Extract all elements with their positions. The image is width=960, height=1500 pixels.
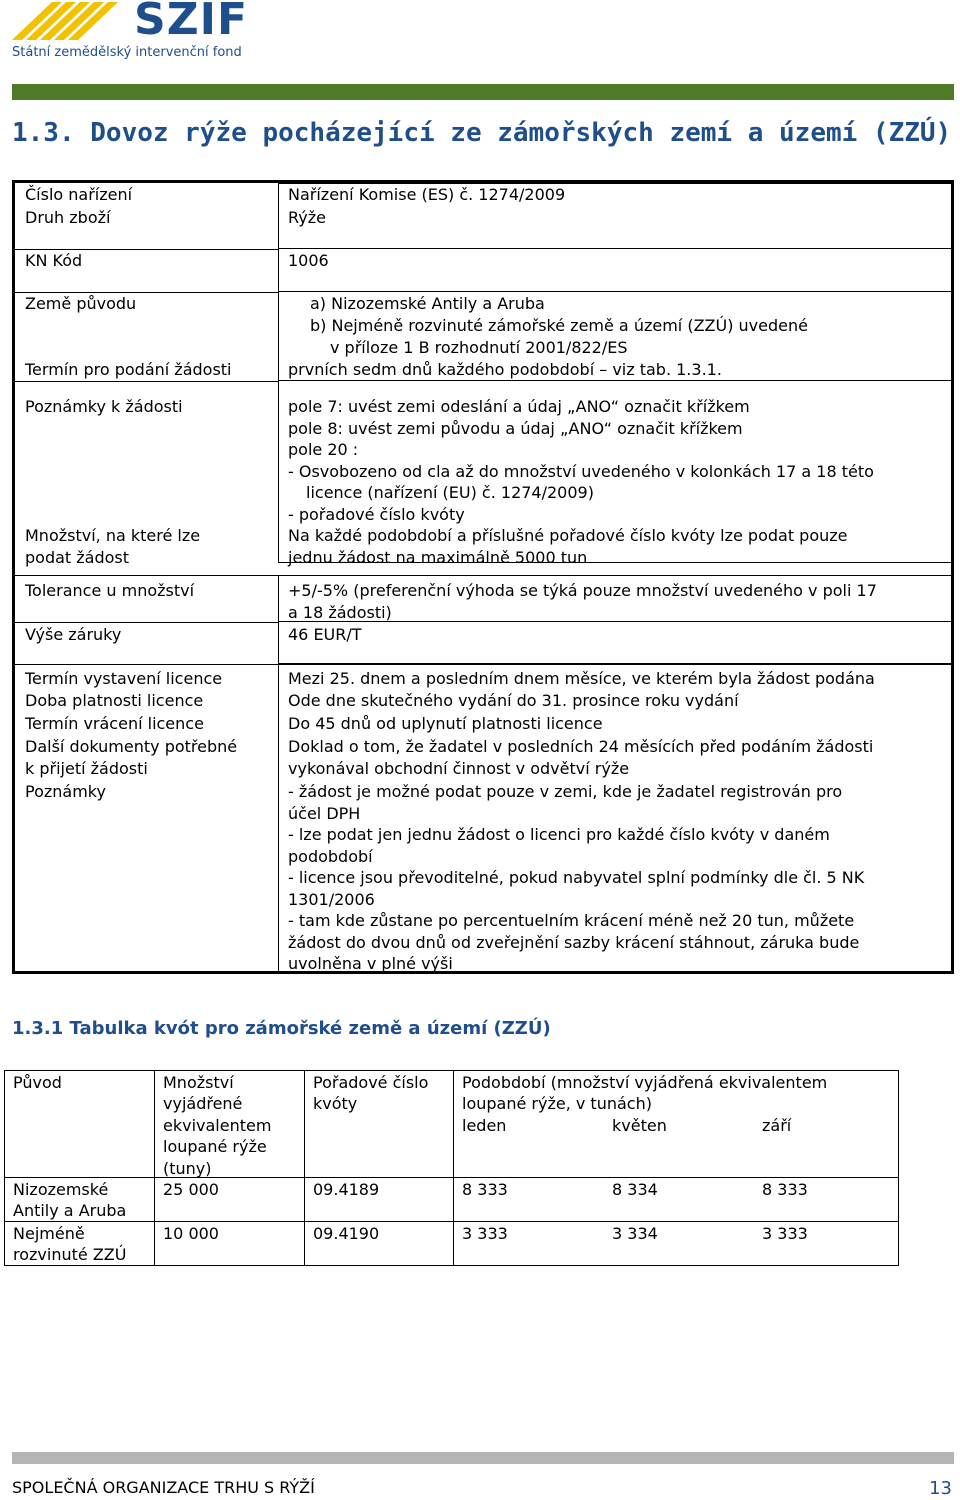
value-notes-7: - tam kde zůstane po percentuelním krácení méně než 20 tun, můžete <box>288 911 855 930</box>
label-kn-code: KN Kód <box>25 251 83 270</box>
row2-order-number: 09.4190 <box>313 1224 380 1243</box>
value-application-notes-2: pole 8: uvést zemi původu a údaj „ANO“ označit křížkem <box>288 419 743 438</box>
row1-quantity: 25 000 <box>163 1180 219 1199</box>
row2-origin-2: rozvinuté ZZÚ <box>13 1245 127 1264</box>
value-application-notes-4: - Osvobozeno od cla až do množství uvedeného v kolonkách 17 a 18 této <box>288 462 874 481</box>
value-origin-b-cont: v příloze 1 B rozhodnutí 2001/822/ES <box>330 338 628 357</box>
value-application-notes-3: pole 20 : <box>288 440 359 459</box>
row-divider <box>15 622 278 623</box>
regulation-table <box>12 180 954 974</box>
value-quantity-tolerance-2: a 18 žádosti) <box>288 603 392 622</box>
label-country-of-origin: Země původu <box>25 294 137 313</box>
header-green-bar <box>12 84 954 100</box>
header-quantity-3: ekvivalentem <box>163 1116 272 1135</box>
value-notes-9: uvolněna v plné výši <box>288 954 453 973</box>
value-notes-3: - lze podat jen jednu žádost o licenci pro každé číslo kvóty v daném <box>288 825 830 844</box>
row-divider <box>15 664 951 665</box>
value-quantity-per-application-2: jednu žádost na maximálně 5000 tun <box>288 548 588 567</box>
row1-september: 8 333 <box>762 1180 808 1199</box>
header-subperiod-1: Podobdobí (množství vyjádřená ekvivalentem <box>462 1073 828 1092</box>
value-licence-validity: Ode dne skutečného vydání do 31. prosince roku vydání <box>288 691 739 710</box>
quota-table <box>4 1070 899 1266</box>
label-notes: Poznámky <box>25 782 106 801</box>
value-origin-a: a) Nizozemské Antily a Aruba <box>310 294 545 313</box>
header-order-number-1: Pořadové číslo <box>313 1073 429 1092</box>
row1-origin-2: Antily a Aruba <box>13 1201 127 1220</box>
value-licence-return: Do 45 dnů od uplynutí platnosti licence <box>288 714 603 733</box>
header-quantity-1: Množství <box>163 1073 234 1092</box>
column-divider <box>154 1071 155 1265</box>
value-quantity-per-application-1: Na každé podobdobí a příslušné pořadové číslo kvóty lze podat pouze <box>288 526 848 545</box>
row-divider <box>15 381 278 382</box>
header-origin: Původ <box>13 1073 62 1092</box>
footer-title: SPOLEČNÁ ORGANIZACE TRHU S RÝŽÍ <box>12 1478 315 1497</box>
value-additional-documents-2: vykonával obchodní činnost v odvětví rýže <box>288 759 630 778</box>
label-additional-documents: Další dokumenty potřebné <box>25 737 238 756</box>
value-goods-type: Rýže <box>288 208 326 227</box>
quota-section-title: 1.3.1 Tabulka kvót pro zámořské země a území (ZZÚ) <box>12 1018 551 1039</box>
value-notes-2: účel DPH <box>288 804 361 823</box>
header-order-number-2: kvóty <box>313 1094 358 1113</box>
value-regulation-number: Nařízení Komise (ES) č. 1274/2009 <box>288 185 566 204</box>
label-application-deadline: Termín pro podání žádosti <box>25 360 232 379</box>
header-subperiod-2: loupané rýže, v tunách) <box>462 1094 652 1113</box>
footer-rule <box>12 1452 954 1464</box>
row2-may: 3 334 <box>612 1224 658 1243</box>
row1-january: 8 333 <box>462 1180 508 1199</box>
value-application-notes-1: pole 7: uvést zemi odeslání a údaj „ANO“ označit křížkem <box>288 397 750 416</box>
value-security-amount: 46 EUR/T <box>288 625 362 644</box>
value-notes-8: žádost do dvou dnů od zveřejnění sazby krácení stáhnout, záruka bude <box>288 933 860 952</box>
label-security-amount: Výše záruky <box>25 625 122 644</box>
label-regulation-number: Číslo nařízení <box>25 185 133 204</box>
row1-origin-1: Nizozemské <box>13 1180 109 1199</box>
label-quantity-per-application-2: podat žádost <box>25 548 130 567</box>
column-divider <box>453 1071 454 1265</box>
value-application-notes-5: licence (nařízení (EU) č. 1274/2009) <box>306 483 594 502</box>
row2-origin-1: Nejméně <box>13 1224 85 1243</box>
row-divider <box>15 575 951 576</box>
row-divider <box>5 1177 898 1178</box>
column-divider <box>278 664 279 971</box>
value-notes-5: - licence jsou převoditelné, pokud nabyvatel splní podmínky dle čl. 5 NK <box>288 868 865 887</box>
value-origin-b: b) Nejméně rozvinuté zámořské země a území (ZZÚ) uvedené <box>310 316 808 335</box>
value-licence-issue-date: Mezi 25. dnem a posledním dnem měsíce, ve kterém byla žádost podána <box>288 669 875 688</box>
value-notes-1: - žádost je možné podat pouze v zemi, kde je žadatel registrován pro <box>288 782 843 801</box>
label-quantity-per-application: Množství, na které lze <box>25 526 201 545</box>
logo-subtitle: Státní zemědělský intervenční fond <box>12 45 242 60</box>
header-month-september: září <box>762 1116 792 1135</box>
value-quantity-tolerance-1: +5/-5% (preferenční výhoda se týká pouze množství uvedeného v poli 17 <box>288 581 877 600</box>
row1-may: 8 334 <box>612 1180 658 1199</box>
column-divider <box>304 1071 305 1265</box>
row1-order-number: 09.4189 <box>313 1180 380 1199</box>
value-kn-code: 1006 <box>288 251 329 270</box>
header-quantity-2: vyjádřené <box>163 1094 243 1113</box>
label-licence-return: Termín vrácení licence <box>25 714 204 733</box>
row2-september: 3 333 <box>762 1224 808 1243</box>
logo-stripes-icon <box>12 2 120 40</box>
label-application-notes: Poznámky k žádosti <box>25 397 183 416</box>
header-month-may: květen <box>612 1116 667 1135</box>
page-number: 13 <box>929 1478 952 1499</box>
label-goods-type: Druh zboží <box>25 208 111 227</box>
row2-january: 3 333 <box>462 1224 508 1243</box>
label-quantity-tolerance: Tolerance u množství <box>25 581 195 600</box>
value-notes-6: 1301/2006 <box>288 890 375 909</box>
row2-quantity: 10 000 <box>163 1224 219 1243</box>
logo-text: SZIF <box>134 0 249 45</box>
value-application-deadline: prvních sedm dnů každého podobdobí – viz tab. 1.3.1. <box>288 360 722 379</box>
label-additional-documents-2: k přijetí žádosti <box>25 759 148 778</box>
header-quantity-5: (tuny) <box>163 1159 212 1178</box>
value-additional-documents-1: Doklad o tom, že žadatel v posledních 24 měsících před podáním žádosti <box>288 737 874 756</box>
label-licence-issue-date: Termín vystavení licence <box>25 669 223 688</box>
header-quantity-4: loupané rýže <box>163 1137 267 1156</box>
value-notes-4: podobdobí <box>288 847 373 866</box>
value-application-notes-6: - pořadové číslo kvóty <box>288 505 465 524</box>
label-licence-validity: Doba platnosti licence <box>25 691 204 710</box>
section-title: 1.3. Dovoz rýže pocházející ze zámořských zemí a území (ZZÚ) <box>12 118 952 148</box>
header-month-january: leden <box>462 1116 507 1135</box>
row-divider <box>5 1221 898 1222</box>
szif-logo <box>12 0 249 70</box>
